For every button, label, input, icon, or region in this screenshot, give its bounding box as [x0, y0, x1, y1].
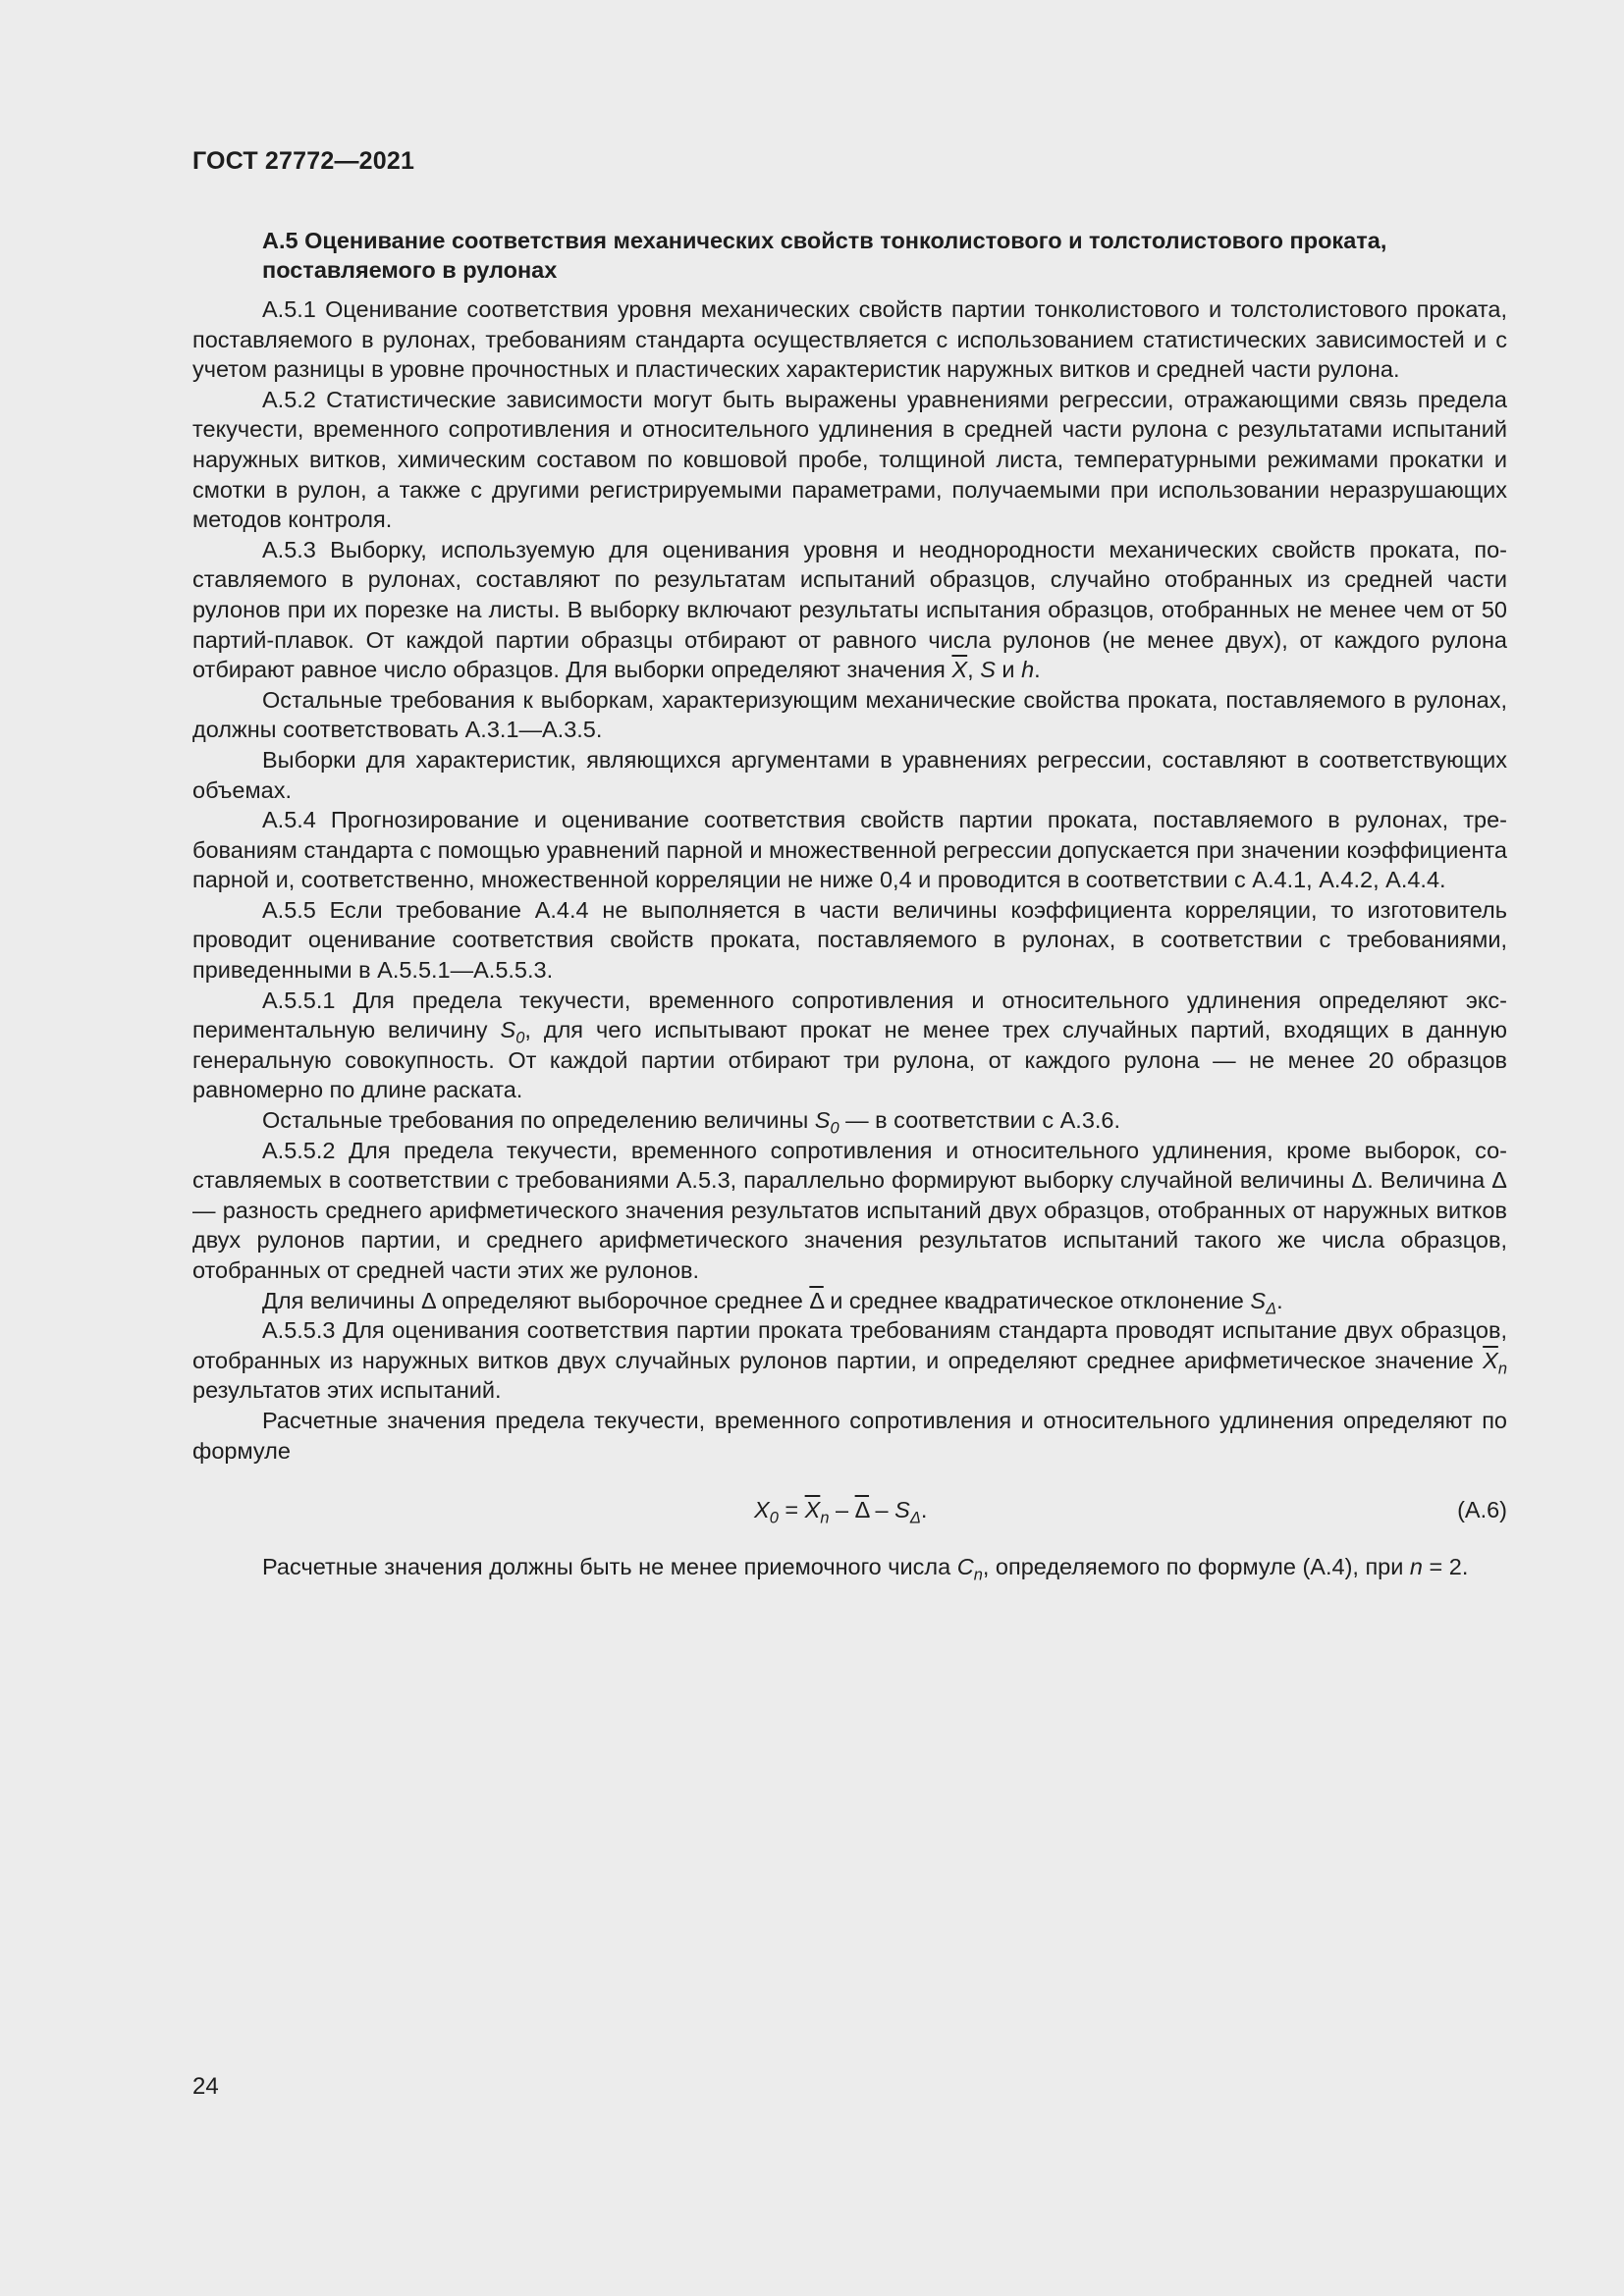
formula-delta-bar: $\overline{\Delta}$: [854, 1497, 870, 1523]
section-title: А.5 Оценивание соответствия механических свойств тонколистового и толстолистового проката, поставляемого в рулонах: [262, 228, 1387, 283]
symbol-s-delta: [1250, 1287, 1277, 1318]
formula-s-letter: S: [894, 1497, 910, 1523]
paragraph-delta-part2: и среднее квадратическое отклонение: [823, 1287, 1251, 1313]
paragraph-delta-stats: Для величины Δ определяют выборочное среднее $\overline{\Delta}$ и среднее квадратическое отклонение $S_\Delta$.: [262, 1287, 1283, 1318]
symbol-cn: [956, 1554, 983, 1584]
formula-xn: [804, 1497, 830, 1527]
document-header: ГОСТ 27772—2021: [192, 147, 415, 175]
symbol-s0-letter: S: [500, 1017, 516, 1043]
formula-number: (А.6): [1457, 1497, 1507, 1523]
symbol-s-delta-sub: Δ: [1266, 1300, 1277, 1318]
paragraph-a551: [192, 986, 1507, 1105]
paragraph-s0-part1: Остальные требования по определению величины: [262, 1107, 815, 1134]
symbol-xn-letter: $\overline{X}$: [1483, 1347, 1498, 1373]
formula-a6: [192, 1495, 1507, 1530]
formula-end: .: [920, 1497, 928, 1523]
paragraph-s0-part2: — в соответствии с А.3.6.: [839, 1107, 1121, 1134]
paragraph-a54: А.5.4 Прогнозирование и оценивание соответствия свойств партии проката, поставляемого в рулонах, требованиям стандарта с помощью уравнений парной и множественной регрессии допускается при значении коэффициента парной и, соответственно, множественной корреляции не ниже 0,4 и проводится в соответствии с А.4.1, А.4.2, А.4.4.: [192, 807, 1507, 893]
formula-lhs-letter: X: [754, 1497, 770, 1523]
symbol-s0: [500, 1017, 525, 1047]
symbol-s: S: [980, 657, 996, 683]
formula-expression: [754, 1495, 927, 1525]
symbol-s0-ref: [814, 1107, 839, 1138]
paragraph-a553-part2: результатов этих испытаний.: [192, 1377, 502, 1404]
symbol-x-bar: $\overline{X}$: [951, 657, 968, 683]
paragraph-formula-intro: Расчетные значения предела текучести, временного сопротивления и относительного удлинения определяют по формуле: [192, 1407, 1507, 1464]
formula-equals: =: [778, 1497, 805, 1523]
formula-minus-2: –: [869, 1497, 895, 1523]
symbol-delta-bar: $\overline{\Delta}$: [809, 1287, 824, 1313]
paragraph-a553: [192, 1315, 1507, 1406]
paragraph-acceptance: [192, 1552, 1507, 1582]
paragraph-a53: А.5.3 Выборку, используемую для оценивания уровня и неоднородности механических свойств проката, поставляемого в рулонах, составляют по результатам испытаний образцов, случайно отобранных из средней части рулонов при их порезке на листы. В выборку включают результаты испытания образцов, отобранных не менее чем от 50 партий-плавок. От каждой партии образцы отбирают от равного числа рулонов (не менее двух), от каждого рулона отбирают равное число образцов. Для выборки определяют значения $\overline{X}$, S и h.: [192, 536, 1507, 683]
formula-s-delta: [894, 1497, 921, 1527]
symbol-xn-sub: n: [1497, 1360, 1507, 1378]
symbol-s0-ref-letter: S: [814, 1107, 831, 1134]
formula-xn-sub: n: [820, 1509, 830, 1527]
paragraph-a51: А.5.1 Оценивание соответствия уровня механических свойств партии тонколистового и толстолистового проката, поставляемого в рулонах, требованиям стандарта осуществляется с использованием статистических зависимостей и с учетом разницы в уровне прочностных и пластических характеристик наружных витков и средней части рулона.: [192, 296, 1507, 383]
symbol-cn-letter: C: [956, 1554, 974, 1580]
paragraph-a53-text: А.5.3 Выборку, используемую для оценивания уровня и неоднородности механических свойств проката, поставляемого в рулонах, составляют по результатам испытаний образцов, случайно отобранных из средней части рулонов при их порезке на листы. В выборку включают результаты испытания образцов, отобранных не менее чем от 50 партий-плавок. От каждой партии образцы отбирают от равного числа рулонов (не менее двух), от каждого рулона отбирают равное число образцов. Для выборки определяют значения: [192, 536, 1507, 683]
paragraph-a55: А.5.5 Если требование А.4.4 не выполняется в части величины коэффициента корреляции, то изготовитель проводит оценивание соответствия свойств проката, поставляемого в рулонах, в соответствии с требованиями, приведенными в А.5.5.1—А.5.5.3.: [192, 896, 1507, 984]
paragraph-s0-requirements: [192, 1105, 1507, 1136]
paragraph-a552: А.5.5.2 Для предела текучести, временного сопротивления и относительного удлинения, кроме выборок, составляемых в соответствии с требованиями А.5.3, параллельно формируют выборку случайной величины Δ. Величина Δ — разность среднего арифметического значения результатов испытаний двух образцов, отобранных от наружных витков двух рулонов партии, и среднего арифметического значения результатов испытаний такого же числа образцов, отобранных от средней части этих же рулонов.: [192, 1137, 1507, 1283]
page-number: 24: [192, 2073, 219, 2100]
formula-xn-letter: $\overline{X}$: [804, 1497, 821, 1523]
formula-lhs-sub: 0: [769, 1509, 779, 1527]
paragraph-acceptance-part2: , определяемого по формуле (А.4), при: [982, 1554, 1410, 1580]
paragraph-a553-part1: А.5.5.3 Для оценивания соответствия партии проката требованиям стандарта проводят испытание двух образцов, отобранных из наружных витков двух случайных рулонов партии, и определяют среднее арифметическое значение: [192, 1317, 1507, 1373]
document-body: [192, 226, 1507, 1582]
symbol-n: n: [1409, 1554, 1423, 1580]
paragraph-acceptance-part3: = 2.: [1422, 1554, 1469, 1580]
paragraph-a551-part1: А.5.5.1 Для предела текучести, временного сопротивления и относительного удлинения определяют экспериментальную величину: [192, 987, 1507, 1043]
paragraph-a52: А.5.2 Статистические зависимости могут быть выражены уравнениями регрессии, отражающими связь предела текучести, временного сопротивления и относительного удлинения в средней части рулона с результатами испытаний наружных витков, химическим составом по ковшовой пробе, толщиной листа, температурными режимами прокатки и смотки в рулон, а также с другими регистрируемыми параметрами, получаемыми при использовании неразрушающих методов контроля.: [192, 386, 1507, 533]
formula-lhs: [754, 1497, 779, 1527]
paragraph-acceptance-part1: Расчетные значения должны быть не менее приемочного числа: [262, 1554, 957, 1580]
symbol-cn-sub: n: [973, 1566, 983, 1584]
paragraph-a551-part2: , для чего испытывают прокат не менее трех случайных партий, входящих в данную генеральную совокупность. От каждой партии отбирают три рулона, от каждого рулона — не менее 20 образцов равномерно по длине раската.: [192, 1017, 1508, 1103]
symbol-s0-ref-sub: 0: [830, 1119, 839, 1138]
formula-s-sub: Δ: [909, 1509, 921, 1527]
paragraph-regression-samples: Выборки для характеристик, являющихся аргументами в уравнениях регрессии, составляют в соответствующих объемах.: [192, 746, 1507, 803]
symbol-s0-sub: 0: [515, 1029, 525, 1047]
symbol-xn-bar: [1483, 1347, 1507, 1378]
formula-minus-1: –: [829, 1497, 855, 1523]
symbol-s-delta-letter: S: [1250, 1287, 1267, 1313]
paragraph-delta-part1: Для величины Δ определяют выборочное среднее: [262, 1287, 810, 1313]
conjunction-and: и: [995, 657, 1022, 683]
symbol-h: h: [1021, 657, 1035, 683]
paragraph-sample-requirements: Остальные требования к выборкам, характеризующим механические свойства проката, поставляемого в рулонах, должны соответствовать А.3.1—А.3.5.: [192, 686, 1507, 743]
